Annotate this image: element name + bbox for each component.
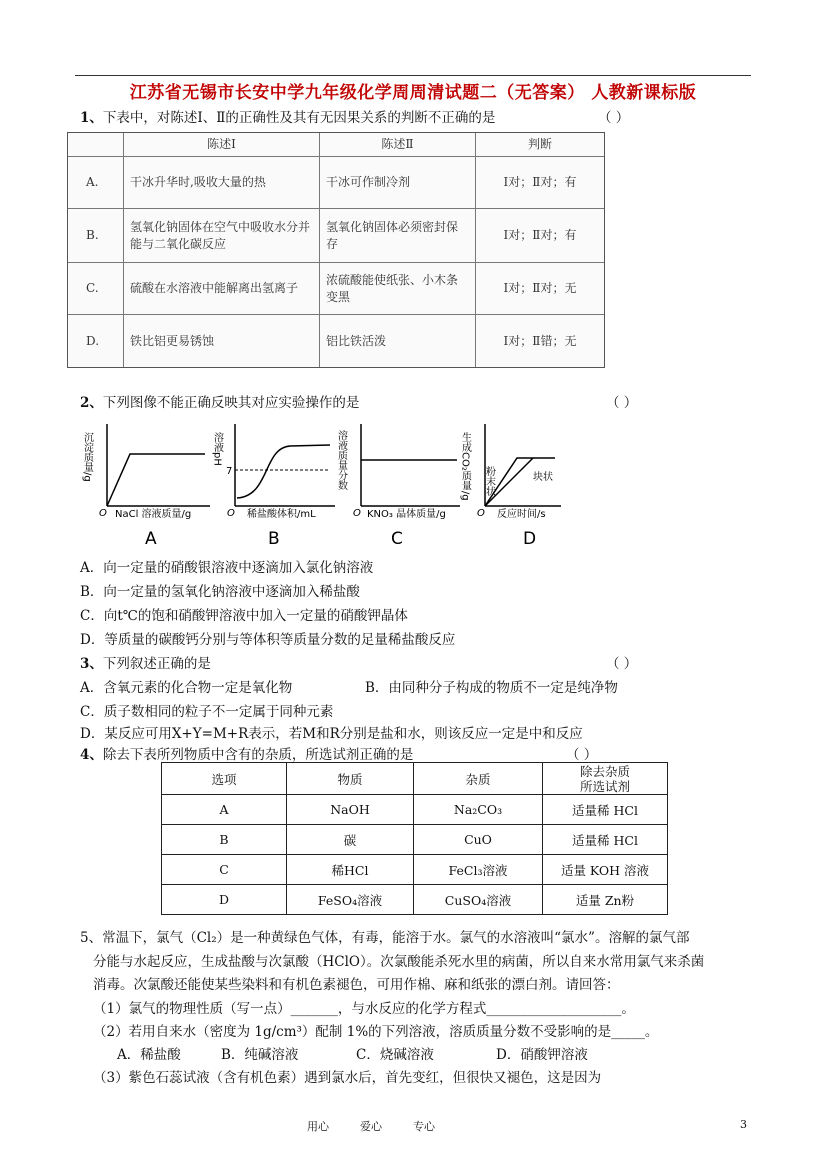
question-text: 下表中，对陈述Ⅰ、Ⅱ的正确性及其有无因果关系的判断不正确的是 bbox=[102, 110, 496, 126]
question-text: 除去下表所列物质中含有的杂质，所选试剂正确的是 bbox=[102, 747, 414, 763]
table-cell: D bbox=[162, 885, 287, 915]
footer-text-2: 爱心 bbox=[360, 1120, 382, 1133]
table-row bbox=[162, 825, 668, 855]
table-header-line: 所选试剂 bbox=[579, 778, 630, 794]
question-5-line-1: 5、常温下，氯气（Cl₂）是一种黄绿色气体，有毒，能溶于水。氯气的水溶液叫“氯水”。溶解的氯气部 bbox=[80, 930, 690, 946]
origin-label: O bbox=[477, 508, 485, 519]
graph-d-ylabel: 生成CO₂质量/g bbox=[459, 432, 471, 501]
graph-b bbox=[212, 424, 336, 549]
graph-b-mark: 7 bbox=[226, 466, 233, 477]
graph-c bbox=[336, 424, 461, 549]
graph-a-xlabel: NaCl 溶液质量/g bbox=[115, 509, 192, 520]
table-cell: 铝比铁活泼 bbox=[320, 315, 476, 367]
table-row bbox=[162, 855, 668, 885]
impurity-table bbox=[161, 762, 668, 915]
table-cell: C bbox=[162, 855, 287, 885]
graph-b-letter: B bbox=[268, 529, 280, 549]
graph-a-ylabel: 沉淀质量/g bbox=[81, 432, 93, 482]
question-1 bbox=[80, 106, 495, 126]
footer-text-3: 专心 bbox=[413, 1120, 435, 1133]
option-b: B．由同种分子构成的物质不一定是纯净物 bbox=[365, 680, 618, 696]
table-cell: 氢氧化钠固体在空气中吸收水分并能与二氧化碳反应 bbox=[124, 209, 320, 263]
table-row bbox=[162, 795, 668, 825]
table-cell: B. bbox=[68, 209, 124, 263]
table-header-cell: 陈述Ⅰ bbox=[124, 133, 320, 157]
graph-c-xlabel: KNO₃ 晶体质量/g bbox=[367, 509, 446, 520]
origin-label: O bbox=[227, 508, 235, 519]
table-cell: 铁比铝更易锈蚀 bbox=[124, 315, 320, 367]
table-header-cell: 陈述Ⅱ bbox=[320, 133, 476, 157]
question-number: 4、 bbox=[80, 747, 103, 763]
table-cell: D. bbox=[68, 315, 124, 367]
answer-parentheses: （ ） bbox=[566, 747, 598, 763]
table-header-cell bbox=[68, 133, 124, 157]
table-cell: C. bbox=[68, 263, 124, 315]
origin-label: O bbox=[353, 508, 361, 519]
page-title: 江苏省无锡市长安中学九年级化学周周清试题二（无答案） 人教新课标版 bbox=[129, 83, 697, 103]
table-cell: 硫酸在水溶液中能解离出氢离子 bbox=[124, 263, 320, 315]
option-d: D．某反应可用X+Y=M+R表示，若M和R分别是盐和水，则该反应一定是中和反应 bbox=[80, 726, 583, 742]
table-cell: 氢氧化钠固体必须密封保存 bbox=[320, 209, 476, 263]
graph-b-xlabel: 稀盐酸体积/mL bbox=[247, 509, 316, 520]
table-header-line: 除去杂质 bbox=[579, 763, 630, 779]
option-b: B．纯碱溶液 bbox=[221, 1047, 299, 1063]
graph-a-letter: A bbox=[145, 529, 157, 549]
question-text: 下列叙述正确的是 bbox=[102, 656, 211, 672]
answer-parentheses: （ ） bbox=[598, 110, 630, 126]
table-cell: A. bbox=[68, 157, 124, 209]
table-cell: FeSO₄溶液 bbox=[287, 885, 414, 915]
table-header-cell: 判断 bbox=[476, 133, 604, 157]
table-header-cell: 选项 bbox=[162, 763, 287, 795]
table-cell: 干冰可作制冷剂 bbox=[320, 157, 476, 209]
question-5-line-2: 分能与水起反应，生成盐酸与次氯酸（HClO）。次氯酸能杀死水里的病菌，所以自来水常用氯气来杀菌 bbox=[93, 954, 705, 970]
table-header-cell: 杂质 bbox=[414, 763, 543, 795]
footer-text-1: 用心 bbox=[307, 1120, 329, 1133]
title-rule bbox=[75, 75, 751, 76]
table-header-cell bbox=[543, 763, 668, 795]
question-number: 1、 bbox=[80, 110, 103, 126]
graph-c-ylabel: 溶液质量分数 bbox=[335, 430, 347, 490]
table-cell: CuO bbox=[414, 825, 543, 855]
table-header-cell: 物质 bbox=[287, 763, 414, 795]
table-cell: 稀HCl bbox=[287, 855, 414, 885]
question-number: 3、 bbox=[80, 656, 103, 672]
table-cell: A bbox=[162, 795, 287, 825]
table-row bbox=[162, 885, 668, 915]
option-a: A．向一定量的硝酸银溶液中逐滴加入氯化钠溶液 bbox=[80, 560, 374, 576]
question-4 bbox=[80, 743, 413, 763]
question-5-sub-3: （3）紫色石蕊试液（含有机色素）遇到氯水后，首先变红，但很快又褪色，这是因为 bbox=[93, 1070, 602, 1086]
option-c: C．质子数相同的粒子不一定属于同种元素 bbox=[80, 704, 334, 720]
graphs-figure bbox=[81, 418, 565, 553]
graph-d bbox=[460, 424, 562, 549]
graph-d-curve2: 块状 bbox=[533, 472, 553, 483]
option-b: B．向一定量的氢氧化钠溶液中逐滴加入稀盐酸 bbox=[80, 584, 360, 600]
graph-d-xlabel: 反应时间/s bbox=[497, 509, 546, 520]
graph-b-ylabel: 溶液pH bbox=[211, 432, 223, 466]
answer-parentheses: （ ） bbox=[606, 656, 638, 672]
table-cell: 适量稀 HCl bbox=[543, 795, 668, 825]
table-cell: Ⅰ对；Ⅱ对；有 bbox=[476, 209, 604, 263]
option-c: C．向t℃的饱和硝酸钾溶液中加入一定量的硝酸钾晶体 bbox=[80, 608, 408, 624]
option-a: A．含氧元素的化合物一定是氧化物 bbox=[80, 680, 293, 696]
graph-a bbox=[82, 424, 211, 549]
graph-d-letter: D bbox=[523, 529, 537, 549]
answer-parentheses: （ ） bbox=[606, 395, 638, 411]
graph-d-curve1: 粉末状 bbox=[483, 466, 495, 496]
question-number: 2、 bbox=[80, 395, 103, 411]
question-5-sub-2: （2）若用自来水（密度为 1g/cm³）配制 1%的下列溶液，溶质质量分数不受影响的是_____。 bbox=[93, 1024, 659, 1040]
table-cell: Ⅰ对；Ⅱ错；无 bbox=[503, 333, 577, 348]
option-d: D．硝酸钾溶液 bbox=[496, 1047, 588, 1063]
question-5-line-3: 消毒。次氯酸还能使某些染料和有机色素褪色，可用作棉、麻和纸张的漂白剂。请回答： bbox=[93, 977, 620, 993]
table-cell: FeCl₃溶液 bbox=[414, 855, 543, 885]
table-cell: 适量稀 HCl bbox=[543, 825, 668, 855]
graph-c-letter: C bbox=[391, 529, 403, 549]
statement-table bbox=[67, 132, 605, 368]
page-number: 3 bbox=[740, 1118, 747, 1131]
table-cell: NaOH bbox=[287, 795, 414, 825]
table-cell: 适量 Zn粉 bbox=[543, 885, 668, 915]
table-cell: B bbox=[162, 825, 287, 855]
table-cell: 适量 KOH 溶液 bbox=[543, 855, 668, 885]
option-c: C．烧碱溶液 bbox=[356, 1047, 434, 1063]
origin-label: O bbox=[99, 508, 107, 519]
table-cell: CuSO₄溶液 bbox=[414, 885, 543, 915]
option-d: D．等质量的碳酸钙分别与等体积等质量分数的足量稀盐酸反应 bbox=[80, 632, 456, 648]
table-cell: 干冰升华时,吸收大量的热 bbox=[124, 157, 320, 209]
table-cell: Ⅰ对；Ⅱ对；无 bbox=[476, 263, 604, 315]
question-3 bbox=[80, 652, 211, 672]
table-cell: Ⅰ对；Ⅱ对；有 bbox=[476, 157, 604, 209]
question-text: 下列图像不能正确反映其对应实验操作的是 bbox=[102, 395, 360, 411]
question-5-sub-1: （1）氯气的物理性质（写一点）_______，与水反应的化学方程式____________________。 bbox=[93, 1001, 635, 1017]
table-cell: Na₂CO₃ bbox=[414, 795, 543, 825]
option-a: A．稀盐酸 bbox=[117, 1047, 181, 1063]
table-cell: 浓硫酸能使纸张、小木条变黑 bbox=[320, 263, 476, 315]
question-2 bbox=[80, 391, 359, 411]
table-cell: 碳 bbox=[287, 825, 414, 855]
